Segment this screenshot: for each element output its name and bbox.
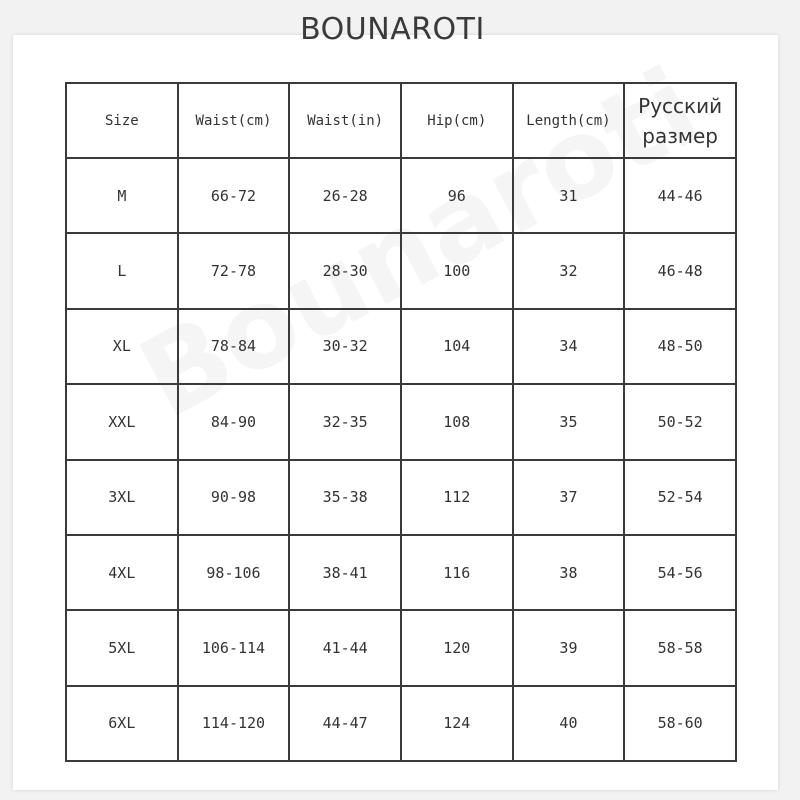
cell-length-cm: 39: [513, 610, 625, 685]
table-row: [66, 158, 736, 233]
cell-waist-in: 26-28: [289, 158, 401, 233]
cell-size: 3XL: [66, 460, 178, 535]
cell-russian-size: 44-46: [624, 158, 736, 233]
table-row: [66, 535, 736, 610]
cell-length-cm: 34: [513, 309, 625, 384]
header-hip-cm: Hip(cm): [401, 83, 513, 158]
header-russian-size: Русский размер: [624, 83, 736, 158]
cell-hip-cm: 124: [401, 686, 513, 761]
cell-length-cm: 35: [513, 384, 625, 459]
cell-size: M: [66, 158, 178, 233]
cell-waist-cm: 106-114: [178, 610, 290, 685]
cell-length-cm: 31: [513, 158, 625, 233]
cell-length-cm: 40: [513, 686, 625, 761]
header-row: [66, 83, 736, 158]
cell-waist-cm: 78-84: [178, 309, 290, 384]
cell-waist-cm: 66-72: [178, 158, 290, 233]
header-length-cm: Length(cm): [513, 83, 625, 158]
table-row: [66, 686, 736, 761]
cell-length-cm: 38: [513, 535, 625, 610]
table-row: [66, 309, 736, 384]
cell-waist-in: 32-35: [289, 384, 401, 459]
table-header: [66, 83, 736, 158]
cell-length-cm: 32: [513, 233, 625, 308]
table-row: [66, 460, 736, 535]
cell-waist-cm: 84-90: [178, 384, 290, 459]
cell-russian-size: 48-50: [624, 309, 736, 384]
cell-waist-in: 38-41: [289, 535, 401, 610]
cell-hip-cm: 112: [401, 460, 513, 535]
header-waist-cm: Waist(cm): [178, 83, 290, 158]
cell-hip-cm: 104: [401, 309, 513, 384]
table-row: [66, 610, 736, 685]
cell-length-cm: 37: [513, 460, 625, 535]
cell-size: L: [66, 233, 178, 308]
cell-waist-cm: 114-120: [178, 686, 290, 761]
header-waist-in: Waist(in): [289, 83, 401, 158]
table-body: [66, 158, 736, 761]
size-chart-table: [65, 82, 737, 762]
cell-russian-size: 58-58: [624, 610, 736, 685]
cell-waist-in: 28-30: [289, 233, 401, 308]
header-size: Size: [66, 83, 178, 158]
cell-hip-cm: 116: [401, 535, 513, 610]
cell-russian-size: 46-48: [624, 233, 736, 308]
cell-size: XL: [66, 309, 178, 384]
cell-waist-cm: 98-106: [178, 535, 290, 610]
cell-russian-size: 54-56: [624, 535, 736, 610]
cell-russian-size: 52-54: [624, 460, 736, 535]
table-row: [66, 384, 736, 459]
cell-waist-cm: 90-98: [178, 460, 290, 535]
cell-hip-cm: 108: [401, 384, 513, 459]
cell-size: 6XL: [66, 686, 178, 761]
cell-russian-size: 58-60: [624, 686, 736, 761]
cell-size: XXL: [66, 384, 178, 459]
cell-size: 5XL: [66, 610, 178, 685]
cell-hip-cm: 100: [401, 233, 513, 308]
cell-waist-cm: 72-78: [178, 233, 290, 308]
cell-waist-in: 41-44: [289, 610, 401, 685]
cell-hip-cm: 120: [401, 610, 513, 685]
table-row: [66, 233, 736, 308]
cell-waist-in: 35-38: [289, 460, 401, 535]
cell-russian-size: 50-52: [624, 384, 736, 459]
cell-waist-in: 30-32: [289, 309, 401, 384]
cell-size: 4XL: [66, 535, 178, 610]
cell-waist-in: 44-47: [289, 686, 401, 761]
cell-hip-cm: 96: [401, 158, 513, 233]
brand-title: BOUNAROTI: [300, 12, 485, 47]
